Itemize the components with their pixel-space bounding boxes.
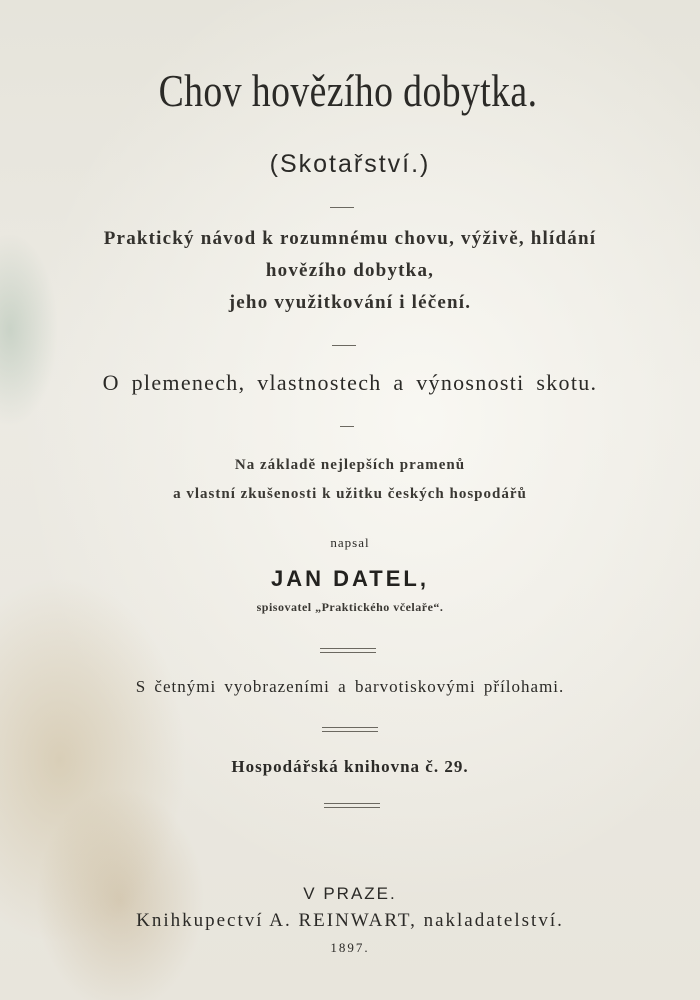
basis-line: a vlastní zkušenosti k užitku českých hospodářů — [173, 486, 527, 502]
divider — [332, 345, 356, 346]
author-note: spisovatel „Praktického včelaře“. — [256, 600, 444, 614]
publication-place: V PRAZE. — [303, 884, 397, 903]
book-subtitle: (Skotařství.) — [269, 150, 431, 178]
double-divider — [324, 803, 380, 808]
description-line: jeho využitkování i léčení. — [228, 292, 472, 313]
description-line: Praktický návod k rozumnému chovu, výživě, hlídání — [103, 228, 597, 249]
book-title: Chov hovězího dobytka. — [158, 65, 538, 116]
author-name: JAN DATEL, — [271, 566, 429, 591]
divider — [330, 207, 354, 208]
double-divider — [322, 727, 378, 732]
illustrations-note: S četnými vyobrazeními a barvotiskovými přílohami. — [135, 677, 565, 696]
description-line: hovězího dobytka, — [265, 260, 435, 281]
series-note: Hospodářská knihovna č. 29. — [231, 757, 469, 776]
divider — [340, 426, 354, 427]
wrote-label: napsal — [330, 535, 370, 550]
publication-year: 1897. — [330, 940, 370, 955]
double-divider — [320, 648, 376, 653]
topic-line: O plemenech, vlastnostech a výnosnosti skotu. — [102, 370, 598, 395]
basis-line: Na základě nejlepších pramenů — [234, 457, 466, 473]
publisher: Knihkupectví A. REINWART, nakladatelství. — [136, 910, 564, 931]
